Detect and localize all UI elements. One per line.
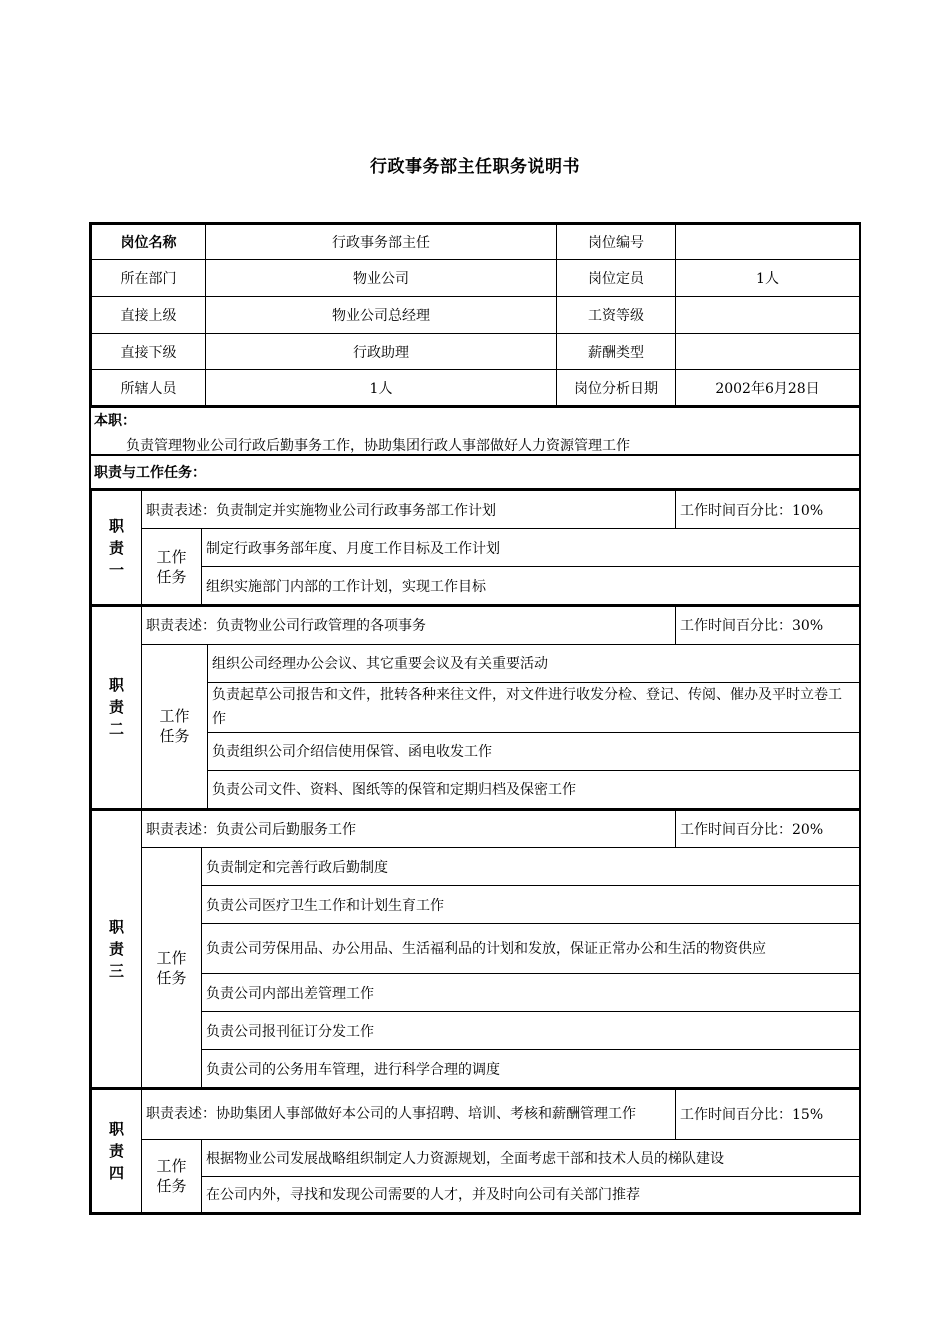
duty-block — [91, 809, 860, 1089]
work-task-label: 工作 任务 — [142, 848, 202, 1088]
task-item: 负责公司医疗卫生工作和计划生育工作 — [202, 886, 860, 924]
page-title: 行政事务部主任职务说明书 — [370, 157, 580, 177]
duty-label: 职 责 四 — [92, 1089, 142, 1212]
info-label: 岗位分析日期 — [557, 370, 676, 406]
info-value — [676, 297, 860, 334]
duty-label: 职 责 二 — [92, 606, 142, 808]
task-item: 负责公司报刊征订分发工作 — [202, 1012, 860, 1050]
duty-block — [91, 1088, 860, 1213]
info-value: 物业公司 — [206, 260, 557, 297]
info-label: 岗位编号 — [557, 225, 676, 260]
info-label: 岗位名称 — [92, 225, 206, 260]
duty-label: 职 责 一 — [92, 491, 142, 605]
info-value: 1人 — [676, 260, 860, 297]
duty-time-percent: 工作时间百分比：30% — [676, 606, 860, 644]
info-value: 行政助理 — [206, 334, 557, 370]
info-value: 2002年6月28日 — [676, 370, 860, 406]
info-row — [92, 225, 860, 260]
task-item: 负责公司内部出差管理工作 — [202, 974, 860, 1012]
task-item: 根据物业公司发展战略组织制定人力资源规划，全面考虑干部和技术人员的梯队建设 — [202, 1139, 860, 1176]
summary-text: 负责管理物业公司行政后勤事务工作，协助集团行政人事部做好人力资源管理工作 — [126, 438, 630, 454]
task-item: 负责公司劳保用品、办公用品、生活福利品的计划和发放，保证正常办公和生活的物资供应 — [202, 924, 860, 974]
info-value: 1人 — [206, 370, 557, 406]
task-item: 负责组织公司介绍信使用保管、函电收发工作 — [208, 732, 860, 770]
task-item: 负责起草公司报告和文件，批转各种来往文件，对文件进行收发分检、登记、传阅、催办及平时立卷工作 — [208, 682, 860, 732]
duty-block — [91, 490, 860, 605]
summary-label: 本职： — [94, 413, 136, 429]
work-task-label: 工作 任务 — [142, 529, 202, 605]
info-value — [676, 334, 860, 370]
duty-time-percent: 工作时间百分比：10% — [676, 491, 860, 529]
task-item: 负责公司文件、资料、图纸等的保管和定期归档及保密工作 — [208, 770, 860, 808]
duty-description: 职责表述：负责物业公司行政管理的各项事务 — [142, 606, 676, 644]
info-label: 所在部门 — [92, 260, 206, 297]
info-label: 岗位定员 — [557, 260, 676, 297]
info-row — [92, 260, 860, 297]
duty-description: 职责表述：协助集团人事部做好本公司的人事招聘、培训、考核和薪酬管理工作 — [142, 1089, 676, 1139]
task-item: 在公司内外，寻找和发现公司需要的人才，并及时向公司有关部门推荐 — [202, 1176, 860, 1212]
task-item: 组织公司经理办公会议、其它重要会议及有关重要活动 — [208, 644, 860, 682]
task-item: 制定行政事务部年度、月度工作目标及工作计划 — [202, 529, 860, 567]
duty-block — [91, 605, 860, 809]
work-task-label: 工作 任务 — [142, 1139, 202, 1212]
duty-time-percent: 工作时间百分比：20% — [676, 810, 860, 848]
job-description-table — [89, 222, 861, 1215]
info-label: 直接上级 — [92, 297, 206, 334]
duties-header: 职责与工作任务： — [91, 456, 859, 490]
info-label: 直接下级 — [92, 334, 206, 370]
task-item: 负责制定和完善行政后勤制度 — [202, 848, 860, 886]
info-label: 薪酬类型 — [557, 334, 676, 370]
duty-time-percent: 工作时间百分比：15% — [676, 1089, 860, 1139]
info-label: 所辖人员 — [92, 370, 206, 406]
info-value — [676, 225, 860, 260]
info-row — [92, 370, 860, 406]
task-item: 负责公司的公务用车管理，进行科学合理的调度 — [202, 1050, 860, 1088]
basic-info-table — [91, 224, 860, 406]
info-row — [92, 297, 860, 334]
info-value: 行政事务部主任 — [206, 225, 557, 260]
info-value: 物业公司总经理 — [206, 297, 557, 334]
duty-description: 职责表述：负责制定并实施物业公司行政事务部工作计划 — [142, 491, 676, 529]
work-task-label: 工作 任务 — [142, 644, 208, 808]
duty-description: 职责表述：负责公司后勤服务工作 — [142, 810, 676, 848]
summary-section — [91, 406, 859, 456]
info-label: 工资等级 — [557, 297, 676, 334]
duty-label: 职 责 三 — [92, 810, 142, 1088]
task-item: 组织实施部门内部的工作计划，实现工作目标 — [202, 567, 860, 605]
info-row — [92, 334, 860, 370]
